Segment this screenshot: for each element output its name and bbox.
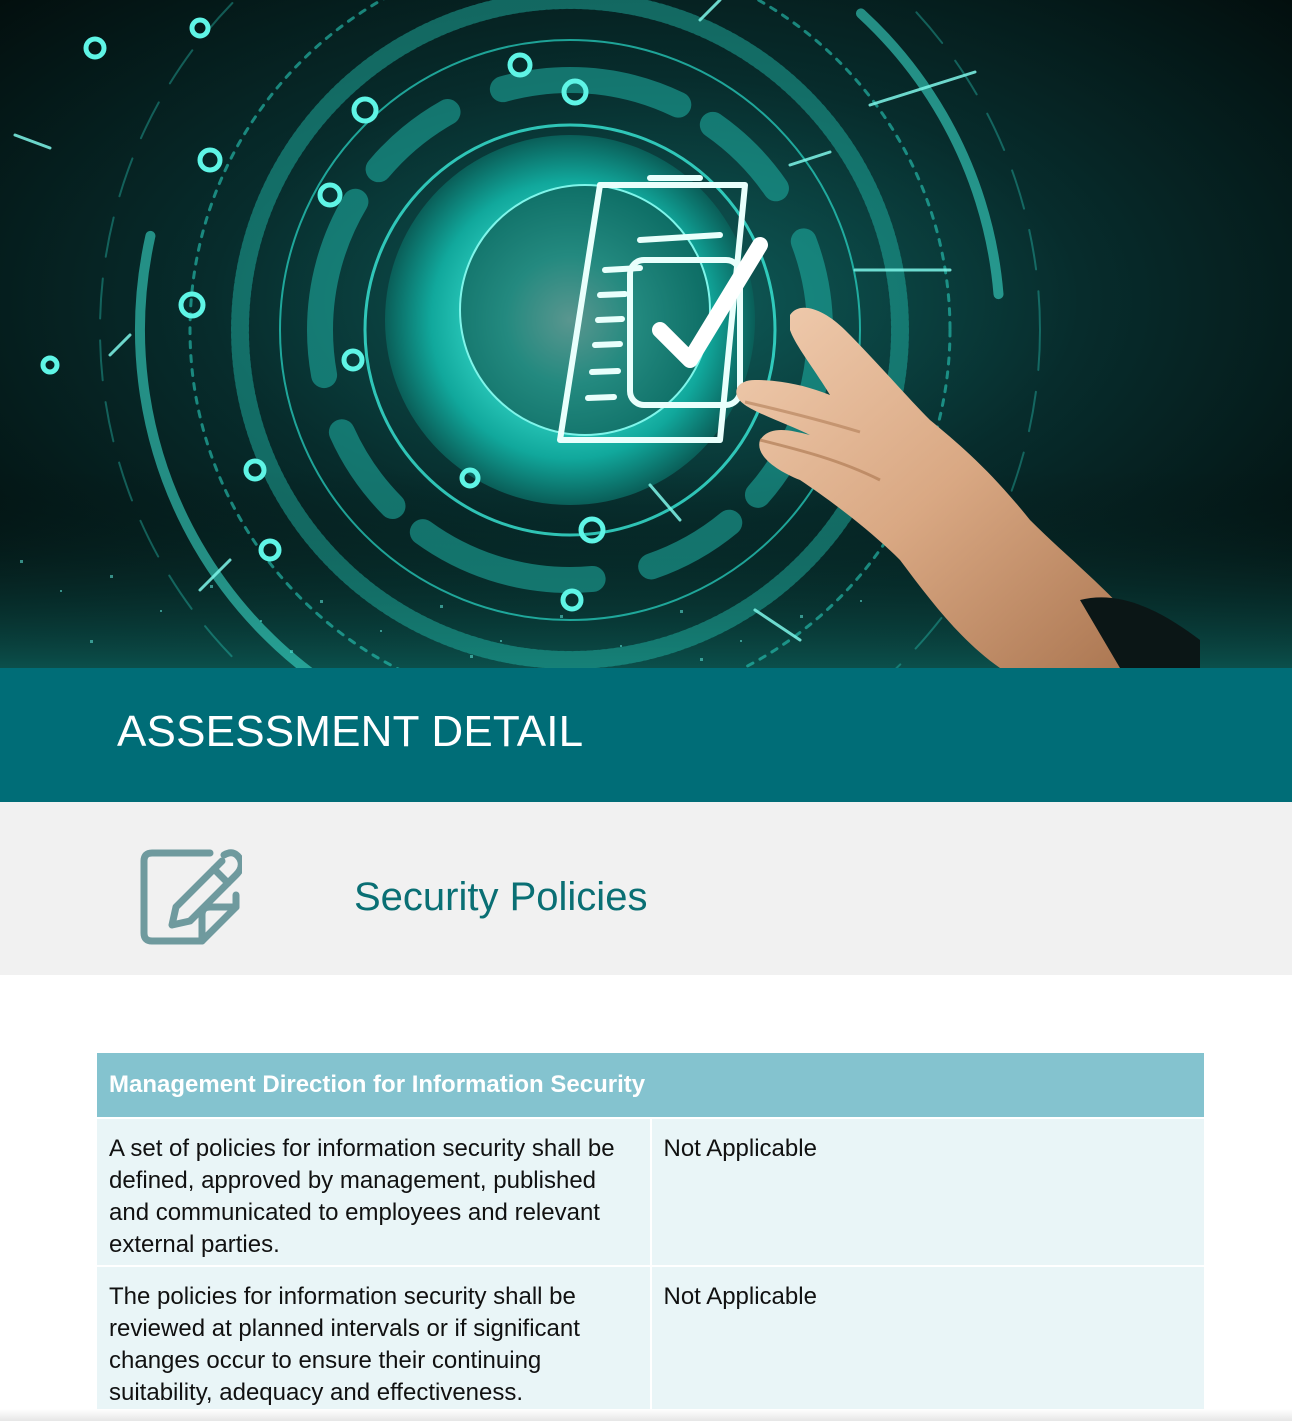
- title-band: [0, 668, 1292, 802]
- requirements-table: [97, 1053, 1204, 1413]
- section-title: Security Policies: [354, 875, 648, 919]
- table-row: [97, 1118, 1204, 1266]
- page-bottom-shadow: [0, 1409, 1292, 1421]
- requirement-cell: A set of policies for information security shall be defined, approved by management, published and communicated to employees and relevant external parties.: [97, 1118, 651, 1266]
- requirement-cell: The policies for information security shall be reviewed at planned intervals or if significant changes occur to ensure their continuing suitability, adequacy and effectiveness.: [97, 1266, 651, 1413]
- hero-image: [0, 0, 1292, 668]
- status-cell: Not Applicable: [651, 1118, 1205, 1266]
- page-title: ASSESSMENT DETAIL: [117, 707, 584, 756]
- table-header-row: [97, 1053, 1204, 1118]
- status-cell: Not Applicable: [651, 1266, 1205, 1413]
- hero-illustration: [0, 0, 1292, 668]
- table-heading: Management Direction for Information Security: [97, 1053, 1204, 1118]
- table-row: [97, 1266, 1204, 1413]
- edit-note-icon: [138, 845, 242, 947]
